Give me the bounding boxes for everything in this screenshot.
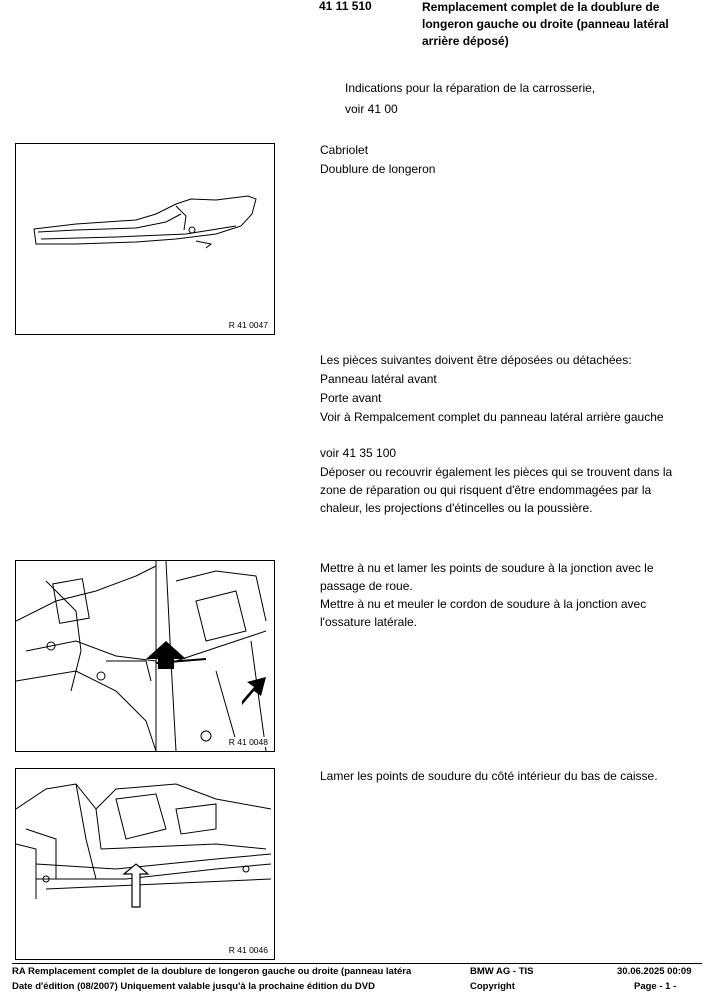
instruction-wheel-arch: Mettre à nu et lamer les points de soudure à la jonction avec le passage de roue. (320, 561, 654, 593)
part-front-door: Porte avant (320, 391, 382, 405)
instruction-side-frame: Mettre à nu et meuler le cordon de soudure à la jonction avec l'ossature latérale. (320, 597, 647, 629)
parts-removal-intro: Les pièces suivantes doivent être déposées ou détachées: (320, 353, 632, 367)
footer-document-title: RA Remplacement complet de la doublure de longeron gauche ou droite (panneau latéra (12, 966, 412, 977)
side-member-drawing (16, 144, 274, 334)
footer-row-1 (12, 966, 702, 980)
reference-link-text: Voir à Rempalcement complet du panneau latéral arrière gauche (320, 410, 664, 424)
reference-number: voir 41 35 100 (320, 446, 397, 460)
vehicle-type: Cabriolet (320, 143, 369, 157)
intro-line-1: Indications pour la réparation de la carrosserie, (345, 81, 596, 95)
figure-wheel-arch-junction (15, 560, 275, 752)
protection-instructions: Déposer ou recouvrir également les pièces qui se trouvent dans la zone de réparation ou qui risquent d'être endommagées par la chaleur, les projections d'étincelles ou la poussière. (320, 465, 673, 515)
footer-row-2 (12, 981, 702, 995)
figure-2-label: R 41 0048 (228, 737, 268, 747)
figure-3-label: R 41 0046 (228, 945, 268, 955)
intro-line-2: voir 41 00 (345, 102, 398, 116)
part-front-side-panel: Panneau latéral avant (320, 372, 437, 386)
footer-copyright: Copyright (470, 981, 515, 992)
footer-page-number: Page - 1 - (634, 981, 677, 992)
rocker-panel-drawing (16, 769, 274, 959)
footer-divider (12, 963, 702, 964)
figure-side-member-lining (15, 143, 275, 335)
figure-rocker-panel (15, 768, 275, 960)
instruction-rocker-panel: Lamer les points de soudure du côté intérieur du bas de caisse. (320, 769, 658, 783)
document-code: 41 11 510 (319, 0, 372, 13)
part-name: Doublure de longeron (320, 162, 436, 176)
document-title: Remplacement complet de la doublure de longeron gauche ou droite (panneau latéral arrière déposé) (422, 0, 669, 48)
footer-datetime: 30.06.2025 00:09 (617, 966, 692, 977)
footer-edition-note: Date d'édition (08/2007) Uniquement valable jusqu'à la prochaine édition du DVD (12, 981, 375, 992)
wheel-arch-drawing (16, 561, 274, 751)
footer-publisher: BMW AG - TIS (470, 966, 534, 977)
figure-1-label: R 41 0047 (228, 320, 268, 330)
